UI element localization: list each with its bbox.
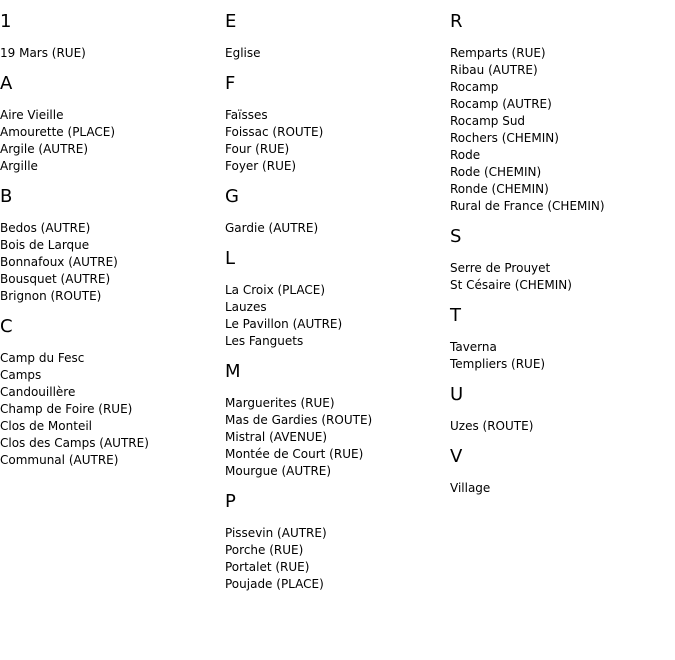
street-link[interactable]: Serre de Prouyet: [450, 261, 551, 275]
letter-group: [0, 12, 220, 62]
street-link[interactable]: Poujade (PLACE): [225, 577, 324, 591]
letter-group: [450, 385, 670, 435]
street-link[interactable]: Foyer (RUE): [225, 159, 297, 173]
street-link[interactable]: Bonnafoux (AUTRE): [0, 255, 118, 269]
street-list: [225, 107, 445, 175]
street-link[interactable]: Templiers (RUE): [450, 357, 546, 371]
letter-group: [225, 187, 445, 237]
street-link[interactable]: Village: [450, 481, 491, 495]
letter-group: [450, 12, 670, 215]
letter-heading: P: [225, 491, 236, 512]
street-link[interactable]: Camp du Fesc: [0, 351, 85, 365]
letter-group: [0, 317, 220, 469]
letter-group: [450, 227, 670, 294]
street-link[interactable]: Gardie (AUTRE): [225, 221, 319, 235]
letter-heading: S: [450, 226, 462, 247]
letter-heading: B: [0, 186, 13, 207]
letter-group: [0, 74, 220, 175]
street-link[interactable]: Porche (RUE): [225, 543, 304, 557]
street-link[interactable]: Foissac (ROUTE): [225, 125, 324, 139]
street-link[interactable]: Ribau (AUTRE): [450, 63, 538, 77]
street-list: [450, 418, 670, 435]
street-list: [0, 350, 220, 469]
letter-heading: 1: [0, 11, 12, 32]
letter-heading: R: [450, 11, 463, 32]
street-link[interactable]: Rode (CHEMIN): [450, 165, 542, 179]
street-list: [0, 220, 220, 305]
street-link[interactable]: Brignon (ROUTE): [0, 289, 102, 303]
street-list: [450, 339, 670, 373]
street-list: [225, 282, 445, 350]
letter-heading: C: [0, 316, 13, 337]
street-list: [450, 480, 670, 497]
street-link[interactable]: Bedos (AUTRE): [0, 221, 91, 235]
street-link[interactable]: Clos des Camps (AUTRE): [0, 436, 149, 450]
letter-heading: F: [225, 73, 236, 94]
street-link[interactable]: Pissevin (AUTRE): [225, 526, 327, 540]
street-link[interactable]: Lauzes: [225, 300, 267, 314]
street-list: [225, 45, 445, 62]
street-link[interactable]: Mourgue (AUTRE): [225, 464, 332, 478]
street-link[interactable]: Mas de Gardies (ROUTE): [225, 413, 373, 427]
street-link[interactable]: Communal (AUTRE): [0, 453, 119, 467]
street-link[interactable]: Camps: [0, 368, 42, 382]
street-link[interactable]: Uzes (ROUTE): [450, 419, 534, 433]
street-link[interactable]: St Césaire (CHEMIN): [450, 278, 572, 292]
street-link[interactable]: Portalet (RUE): [225, 560, 310, 574]
letter-heading: T: [450, 305, 461, 326]
street-link[interactable]: Bois de Larque: [0, 238, 90, 252]
letter-heading: G: [225, 186, 239, 207]
street-list: [225, 525, 445, 593]
street-link[interactable]: Rochers (CHEMIN): [450, 131, 559, 145]
street-link[interactable]: Remparts (RUE): [450, 46, 546, 60]
street-link[interactable]: Rode: [450, 148, 481, 162]
letter-group: [450, 447, 670, 497]
street-link[interactable]: Argile (AUTRE): [0, 142, 89, 156]
street-list: [450, 45, 670, 215]
street-list: [225, 220, 445, 237]
street-link[interactable]: Rural de France (CHEMIN): [450, 199, 605, 213]
letter-group: [225, 12, 445, 62]
street-list: [225, 395, 445, 480]
street-link[interactable]: Amourette (PLACE): [0, 125, 116, 139]
street-link[interactable]: Marguerites (RUE): [225, 396, 335, 410]
letter-heading: L: [225, 248, 236, 269]
letter-heading: A: [0, 73, 13, 94]
letter-heading: U: [450, 384, 464, 405]
street-link[interactable]: Ronde (CHEMIN): [450, 182, 549, 196]
street-link[interactable]: Le Pavillon (AUTRE): [225, 317, 343, 331]
letter-group: [0, 187, 220, 305]
street-link[interactable]: Les Fanguets: [225, 334, 304, 348]
street-link[interactable]: Rocamp: [450, 80, 499, 94]
street-link[interactable]: Argille: [0, 159, 38, 173]
street-link[interactable]: La Croix (PLACE): [225, 283, 326, 297]
letter-group: [225, 74, 445, 175]
street-link[interactable]: Four (RUE): [225, 142, 290, 156]
street-link[interactable]: Taverna: [450, 340, 497, 354]
street-link[interactable]: Rocamp (AUTRE): [450, 97, 552, 111]
street-link[interactable]: 19 Mars (RUE): [0, 46, 86, 60]
index-column-1: [0, 12, 220, 481]
street-link[interactable]: Rocamp Sud: [450, 114, 526, 128]
letter-heading: M: [225, 361, 241, 382]
letter-group: [225, 362, 445, 480]
street-link[interactable]: Eglise: [225, 46, 261, 60]
street-link[interactable]: Faïsses: [225, 108, 268, 122]
street-link[interactable]: Clos de Monteil: [0, 419, 92, 433]
letter-group: [225, 249, 445, 350]
street-link[interactable]: Champ de Foire (RUE): [0, 402, 133, 416]
street-list: [0, 45, 220, 62]
index-column-2: [225, 12, 445, 605]
street-link[interactable]: Montée de Court (RUE): [225, 447, 364, 461]
street-link[interactable]: Mistral (AVENUE): [225, 430, 328, 444]
street-list: [0, 107, 220, 175]
letter-heading: E: [225, 11, 237, 32]
street-link[interactable]: Candouillère: [0, 385, 76, 399]
index-column-3: [450, 12, 670, 509]
street-list: [450, 260, 670, 294]
letter-group: [225, 492, 445, 593]
street-link[interactable]: Aire Vieille: [0, 108, 64, 122]
letter-group: [450, 306, 670, 373]
street-link[interactable]: Bousquet (AUTRE): [0, 272, 111, 286]
letter-heading: V: [450, 446, 463, 467]
